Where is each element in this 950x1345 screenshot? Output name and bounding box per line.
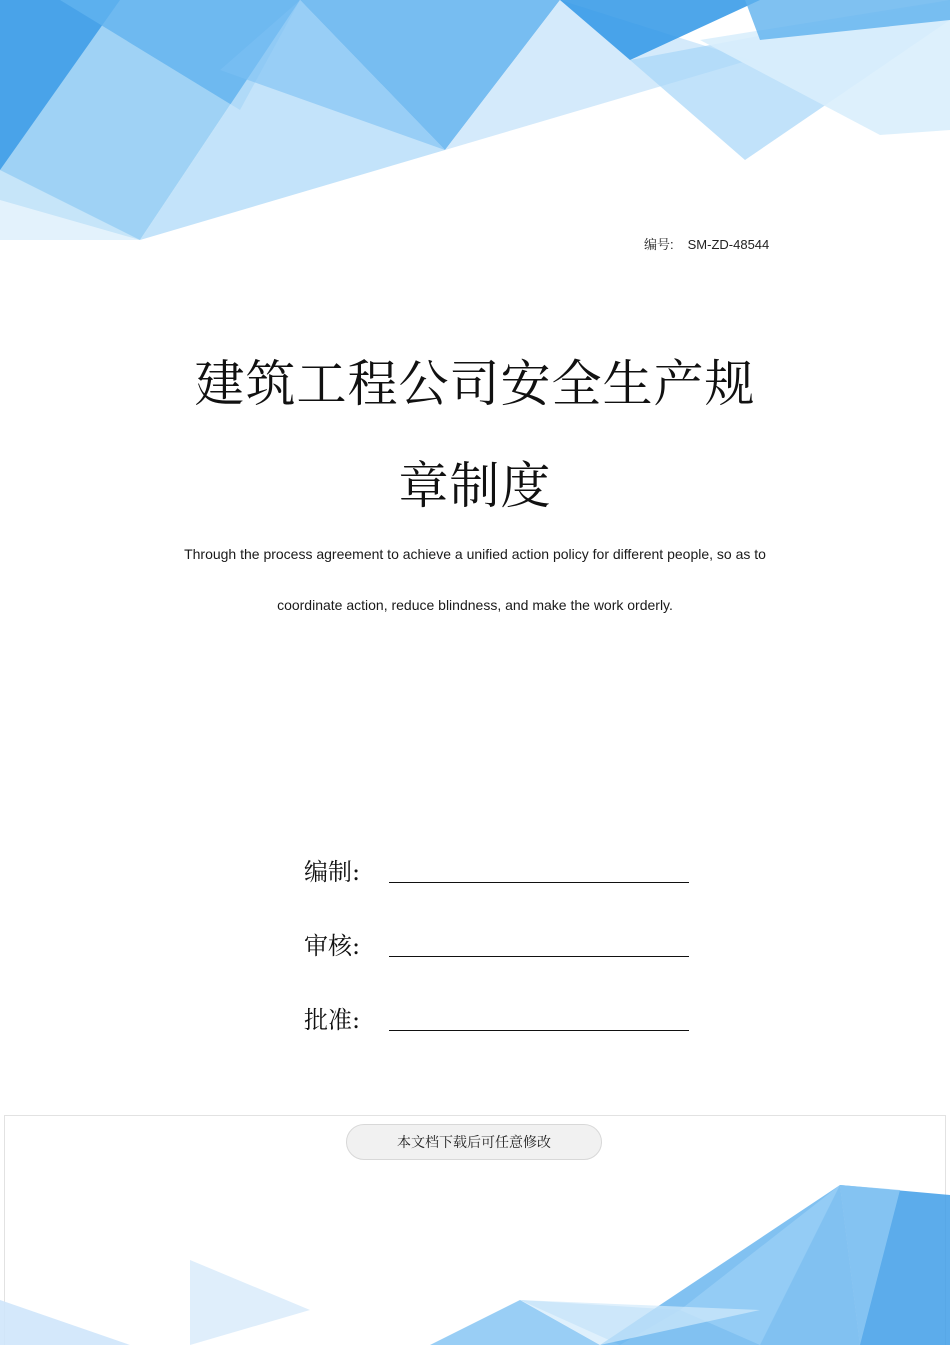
document-number-value: SM-ZD-48544	[687, 237, 770, 252]
document-number	[644, 234, 769, 253]
subtitle-line-2: coordinate action, reduce blindness, and make the work orderly.	[277, 597, 673, 613]
document-title-line-2: 章制度	[398, 457, 552, 515]
signature-blank-line	[389, 1030, 689, 1031]
signature-label: 批准:	[304, 1006, 361, 1034]
signature-row-compile	[304, 852, 694, 888]
signature-label: 编制:	[304, 858, 361, 886]
download-note-badge: 本文档下载后可任意修改	[346, 1124, 602, 1160]
signature-row-approve	[304, 1000, 694, 1036]
document-number-label: 编号:	[644, 237, 674, 252]
signature-blank-line	[389, 882, 689, 883]
signature-row-review	[304, 926, 694, 962]
top-decorative-banner	[0, 0, 950, 250]
signature-blank-line	[389, 956, 689, 957]
document-title-line-1: 建筑工程公司安全生产规	[194, 355, 756, 413]
subtitle-line-1: Through the process agreement to achieve a unified action policy for different people, so as to	[184, 546, 766, 562]
signature-label: 审核:	[304, 932, 361, 960]
